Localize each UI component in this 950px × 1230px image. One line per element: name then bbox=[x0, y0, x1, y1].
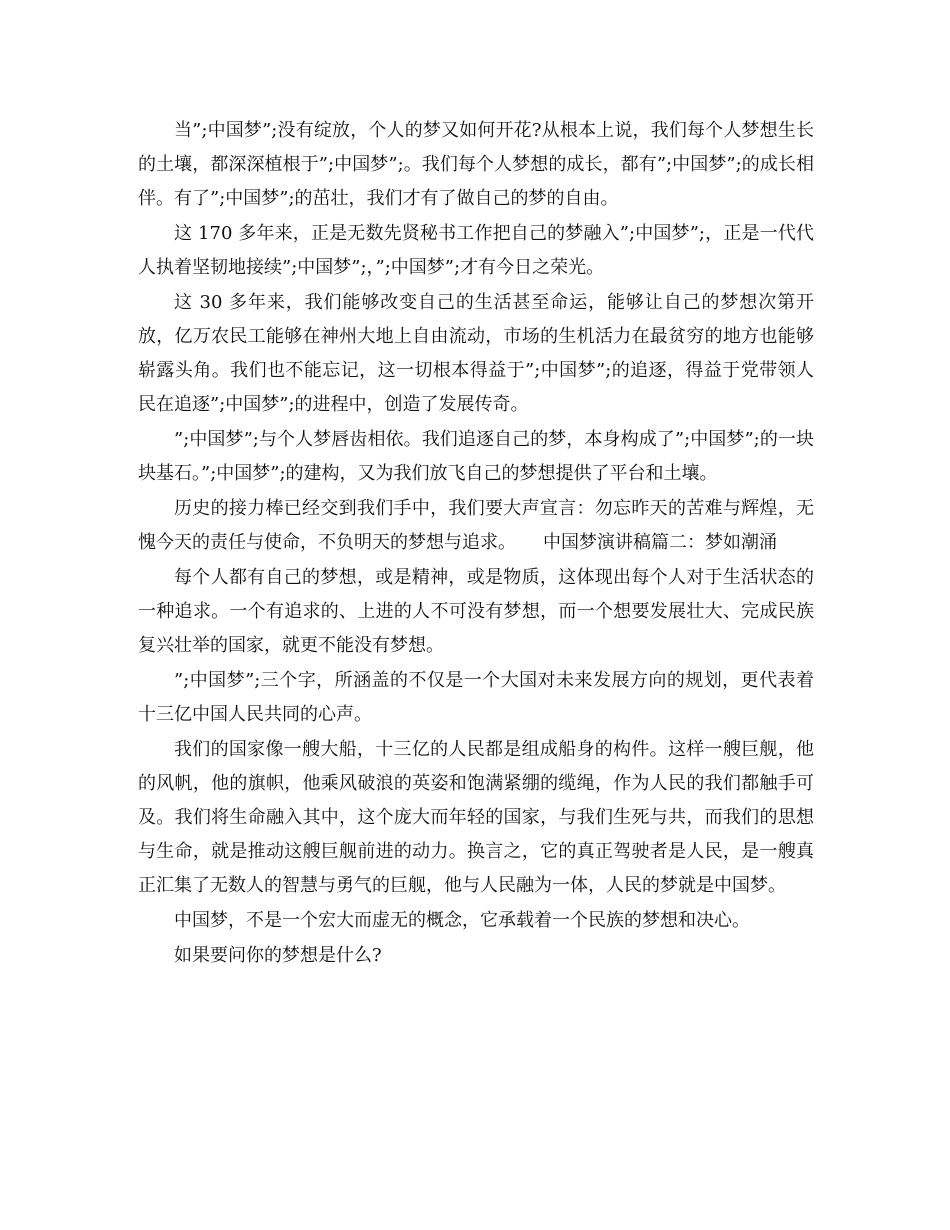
paragraph: ”;中国梦”;与个人梦唇齿相依。我们追逐自己的梦，本身构成了”;中国梦”;的一块块基石。”;中国梦”;的建构，又为我们放飞自己的梦想提供了平台和土壤。 bbox=[138, 429, 814, 484]
paragraph: 中国梦，不是一个宏大而虚无的概念，它承载着一个民族的梦想和决心。 bbox=[174, 910, 750, 931]
paragraph: ”;中国梦”;三个字，所涵盖的不仅是一个大国对未来发展方向的规划，更代表着十三亿中国人民共同的心声。 bbox=[138, 670, 814, 725]
document-body bbox=[138, 114, 814, 974]
paragraph: 这 170 多年来，正是无数先贤秘书工作把自己的梦融入”;中国梦”;，正是一代代人执着坚韧地接续”;中国梦”;，”;中国梦”;才有今日之荣光。 bbox=[138, 223, 814, 278]
paragraph: 历史的接力棒已经交到我们手中，我们要大声宣言：勿忘昨天的苦难与辉煌，无愧今天的责任与使命，不负明天的梦想与追求。 中国梦演讲稿篇二：梦如潮涌 bbox=[138, 498, 814, 553]
paragraph: 我们的国家像一艘大船，十三亿的人民都是组成船身的构件。这样一艘巨舰，他的风帆，他的旗帜，他乘风破浪的英姿和饱满紧绷的缆绳，作为人民的我们都触手可及。我们将生命融入其中，这个庞大而年轻的国家，与我们生死与共，而我们的思想与生命，就是推动这艘巨舰前进的动力。换言之，它的真正驾驶者是人民，是一艘真正汇集了无数人的智慧与勇气的巨舰，他与人民融为一体，人民的梦就是中国梦。 bbox=[138, 739, 814, 896]
paragraph: 当”;中国梦”;没有绽放，个人的梦又如何开花?从根本上说，我们每个人梦想生长的土壤，都深深植根于”;中国梦”;。我们每个人梦想的成长，都有”;中国梦”;的成长相伴。有了”;中国梦”;的茁壮，我们才有了做自己的梦的自由。 bbox=[138, 120, 814, 209]
paragraph: 如果要问你的梦想是什么? bbox=[174, 945, 382, 966]
paragraph: 每个人都有自己的梦想，或是精神，或是物质，这体现出每个人对于生活状态的一种追求。一个有追求的、上进的人不可没有梦想，而一个想要发展壮大、完成民族复兴壮举的国家，就更不能没有梦想。 bbox=[138, 567, 814, 656]
paragraph: 这 30 多年来，我们能够改变自己的生活甚至命运，能够让自己的梦想次第开放，亿万农民工能够在神州大地上自由流动，市场的生机活力在最贫穷的地方也能够崭露头角。我们也不能忘记，这一切根本得益于”;中国梦”;的追逐，得益于党带领人民在追逐”;中国梦”;的进程中，创造了发展传奇。 bbox=[138, 292, 814, 415]
